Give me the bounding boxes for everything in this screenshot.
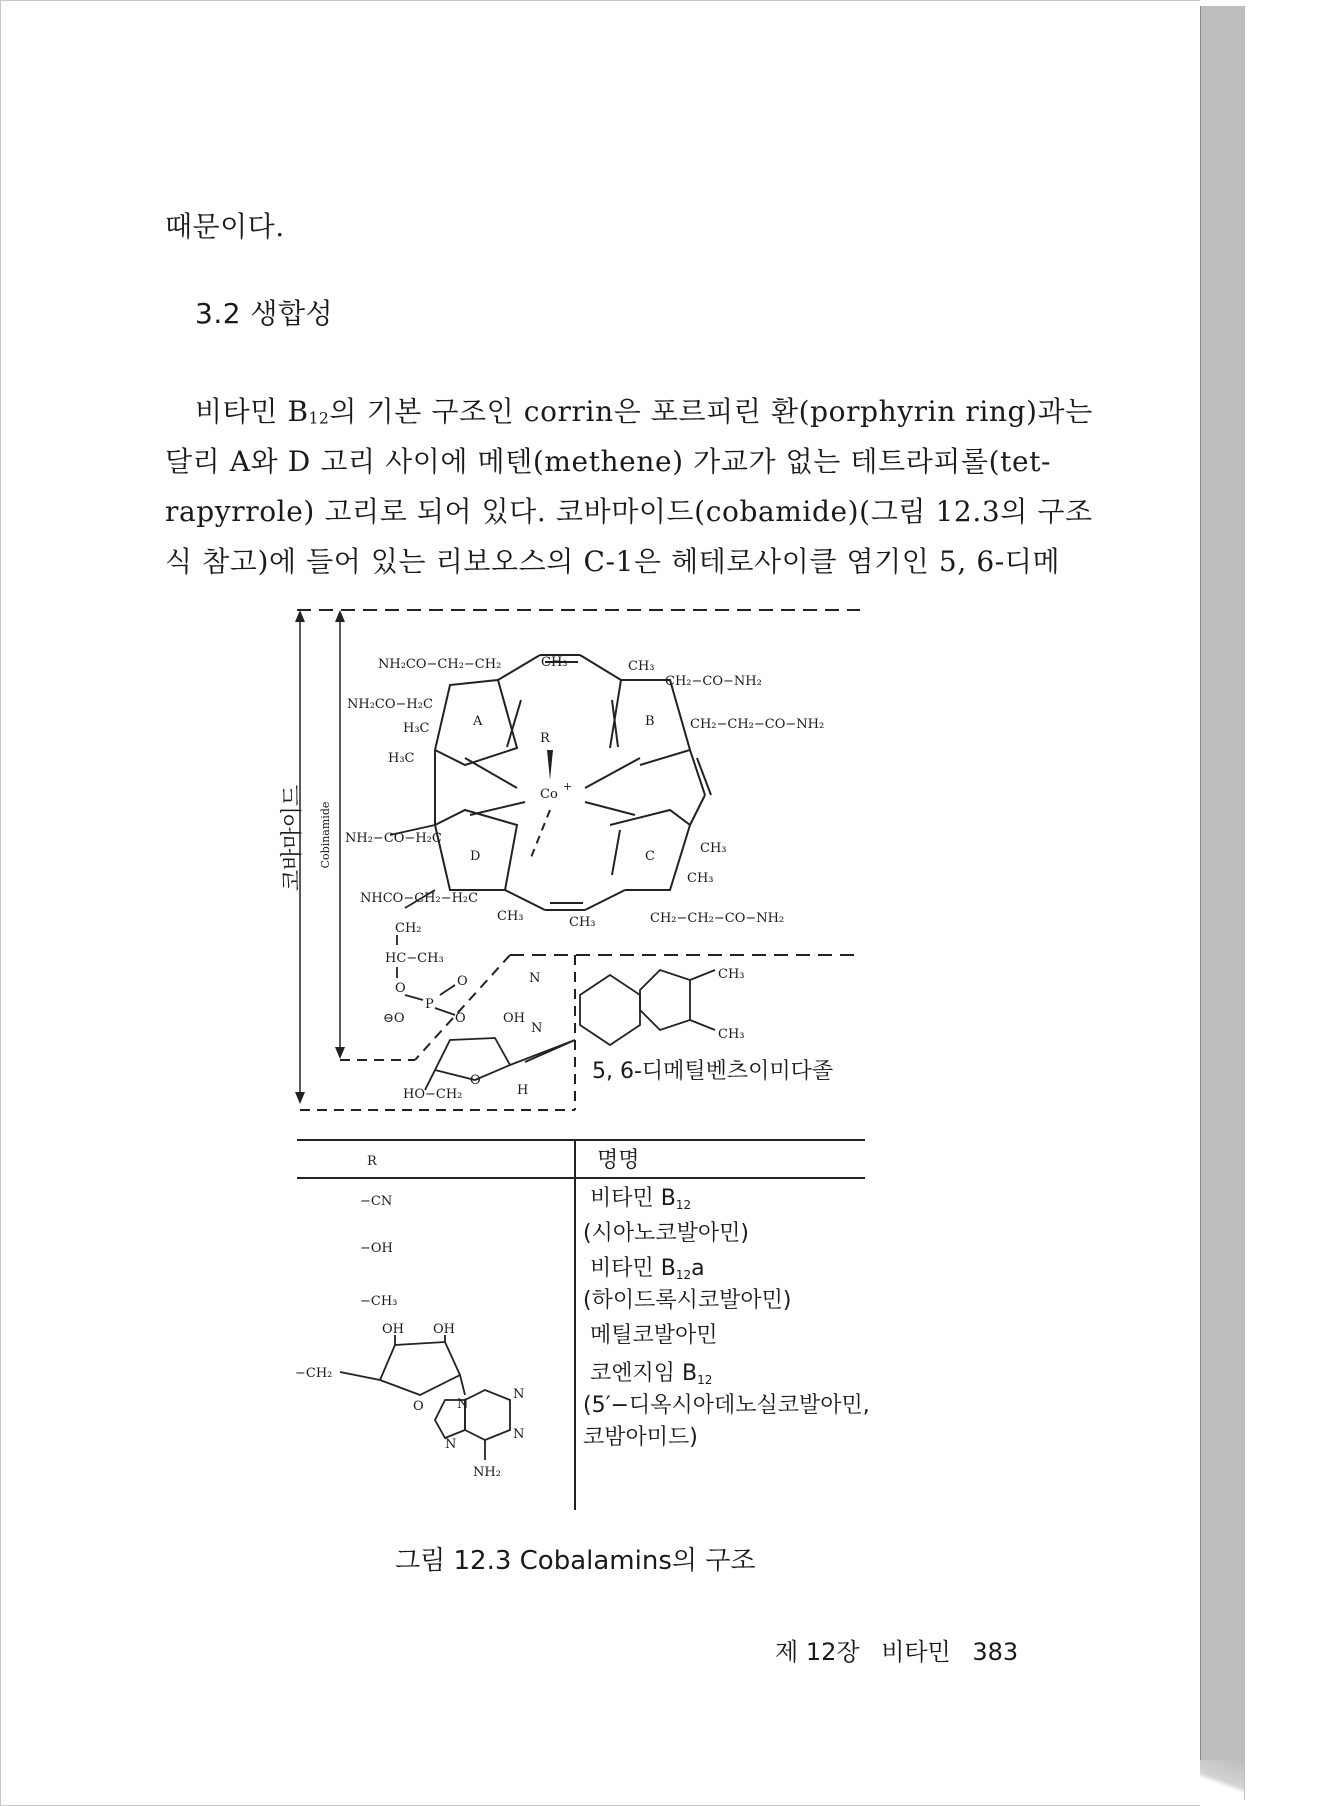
figure-caption: 그림 12.3 Cobalamins의 구조	[395, 1546, 756, 1576]
label-r: R	[540, 731, 550, 746]
table-r-cn: −CN	[360, 1194, 393, 1209]
sub-ch2-ch2-co-nh2-c: CH₂−CH₂−CO−NH₂	[650, 911, 785, 926]
footer-title: 비타민	[881, 1638, 951, 1666]
sub-ch2-ch2-co-nh2-b: CH₂−CH₂−CO−NH₂	[690, 717, 825, 732]
ring-label-c: C	[645, 849, 655, 864]
sub-h-ribose: H	[517, 1083, 529, 1098]
sub-ch2-chain: CH₂	[395, 921, 422, 936]
sub-hc-ch3: HC−CH₃	[385, 951, 444, 966]
table-name-cyanocobalamin: (시아노코발아민)	[583, 1221, 749, 1246]
adenosyl-oh-1: OH	[382, 1322, 404, 1337]
section-heading: 3.2 생합성	[195, 297, 334, 330]
sub-ch2-co-nh2-b: CH₂−CO−NH₂	[665, 674, 762, 689]
paragraph-line-4: 식 참고)에 들어 있는 리보오스의 C-1은 헤테로사이클 염기인 5, 6-디메	[165, 545, 1061, 578]
table-name-deoxyadenosyl: (5′−디옥시아데노실코발아민,	[583, 1393, 870, 1418]
adenosyl-oh-2: OH	[433, 1322, 455, 1337]
table-name-coenzyme-b12: 코엔지임 B12	[590, 1361, 713, 1387]
sub-ch3-top-1: CH₃	[541, 655, 568, 670]
footer-page-number: 383	[972, 1638, 1019, 1666]
footer-chapter: 제 12장	[775, 1638, 860, 1666]
sub-h3c-1: H₃C	[403, 721, 430, 736]
adenosyl-n-4: N	[445, 1437, 457, 1452]
ring-label-b: B	[645, 714, 655, 729]
label-cobalt-charge: +	[563, 780, 573, 793]
sub-ch3-c-1: CH₃	[700, 841, 727, 856]
sub-ch3-c-2: CH₃	[687, 871, 714, 886]
sub-h3c-2: H₃C	[388, 751, 415, 766]
ring-label-d: D	[470, 849, 481, 864]
book-spine	[1200, 6, 1245, 1800]
sub-nh2co-h2c: NH₂CO−H₂C	[347, 697, 433, 712]
base-label: 5, 6-디메틸벤츠이미다졸	[592, 1059, 834, 1084]
sub-n-benz-1: N	[529, 971, 541, 986]
table-name-hydroxocobalamin: (하이드록시코발아민)	[583, 1288, 792, 1313]
sub-o-ribose-link: O	[455, 1011, 466, 1026]
table-name-cobamamide: 코밤아미드)	[583, 1425, 698, 1450]
sub-o-minus: ⊖O	[383, 1011, 405, 1026]
sub-nh2co-ch2-ch2: NH₂CO−CH₂−CH₂	[378, 657, 502, 672]
paragraph-line-1: 비타민 $B_{12}$의 기본 구조인 corrin은 포르피린 환(porphyrin ring)과는	[195, 395, 1093, 428]
sub-ho-ch2: HO−CH₂	[403, 1087, 463, 1102]
sub-o-double: O	[457, 974, 468, 989]
table-name-b12a: 비타민 B12a	[590, 1256, 705, 1282]
table-name-b12: 비타민 B12	[590, 1186, 692, 1212]
adenosyl-n-1: N	[457, 1397, 469, 1412]
sub-n-benz-2: N	[531, 1021, 543, 1036]
sub-ch3-bottom-1: CH₃	[497, 909, 524, 924]
bracket-label-cobinamide: Cobinamide	[319, 801, 332, 869]
table-r-oh: −OH	[360, 1241, 393, 1256]
adenosyl-ch2: −CH₂	[295, 1366, 333, 1381]
sub-ch3-top-2: CH₃	[628, 659, 655, 674]
adenosyl-nh2: NH₂	[473, 1465, 501, 1480]
adenosyl-n-2: N	[513, 1387, 525, 1402]
adenosyl-n-3: N	[513, 1427, 525, 1442]
sub-oh-ribose: OH	[503, 1011, 525, 1026]
table-header-r: R	[367, 1154, 377, 1169]
sub-ch3-benz-2: CH₃	[718, 1027, 745, 1042]
paragraph-line-3: rapyrrole) 고리로 되어 있다. 코바마이드(cobamide)(그림 12.3의 구조	[165, 495, 1093, 528]
sub-o-top: O	[395, 981, 406, 996]
label-cobalt: Co	[540, 787, 558, 802]
paragraph-line-2: 달리 A와 D 고리 사이에 메텐(methene) 가교가 없는 테트라피롤(tet-	[165, 445, 1052, 478]
bracket-label-cobamide: 코바마이드	[280, 784, 305, 892]
ring-label-a: A	[473, 714, 483, 729]
table-header-name: 명명	[597, 1148, 640, 1173]
sub-nh2-co-h2c-d: NH₂−CO−H₂C	[345, 831, 442, 846]
text-line-top: 때문이다.	[165, 210, 285, 243]
sub-o-ring: O	[470, 1073, 481, 1088]
table-name-methylcobalamin: 메틸코발아민	[590, 1323, 718, 1348]
cobalamin-structure-figure	[280, 600, 885, 1540]
sub-nhco-ch2-h2c: NHCO−CH₂−H₂C	[360, 891, 479, 906]
sub-p: P	[425, 997, 434, 1012]
sub-ch3-bottom-2: CH₃	[569, 915, 596, 930]
page-edge-bottom	[1200, 1760, 1244, 1806]
adenosyl-o: O	[413, 1399, 424, 1414]
table-r-ch3: −CH₃	[360, 1294, 398, 1309]
page-footer	[775, 1632, 1032, 1667]
sub-ch3-benz-1: CH₃	[718, 967, 745, 982]
